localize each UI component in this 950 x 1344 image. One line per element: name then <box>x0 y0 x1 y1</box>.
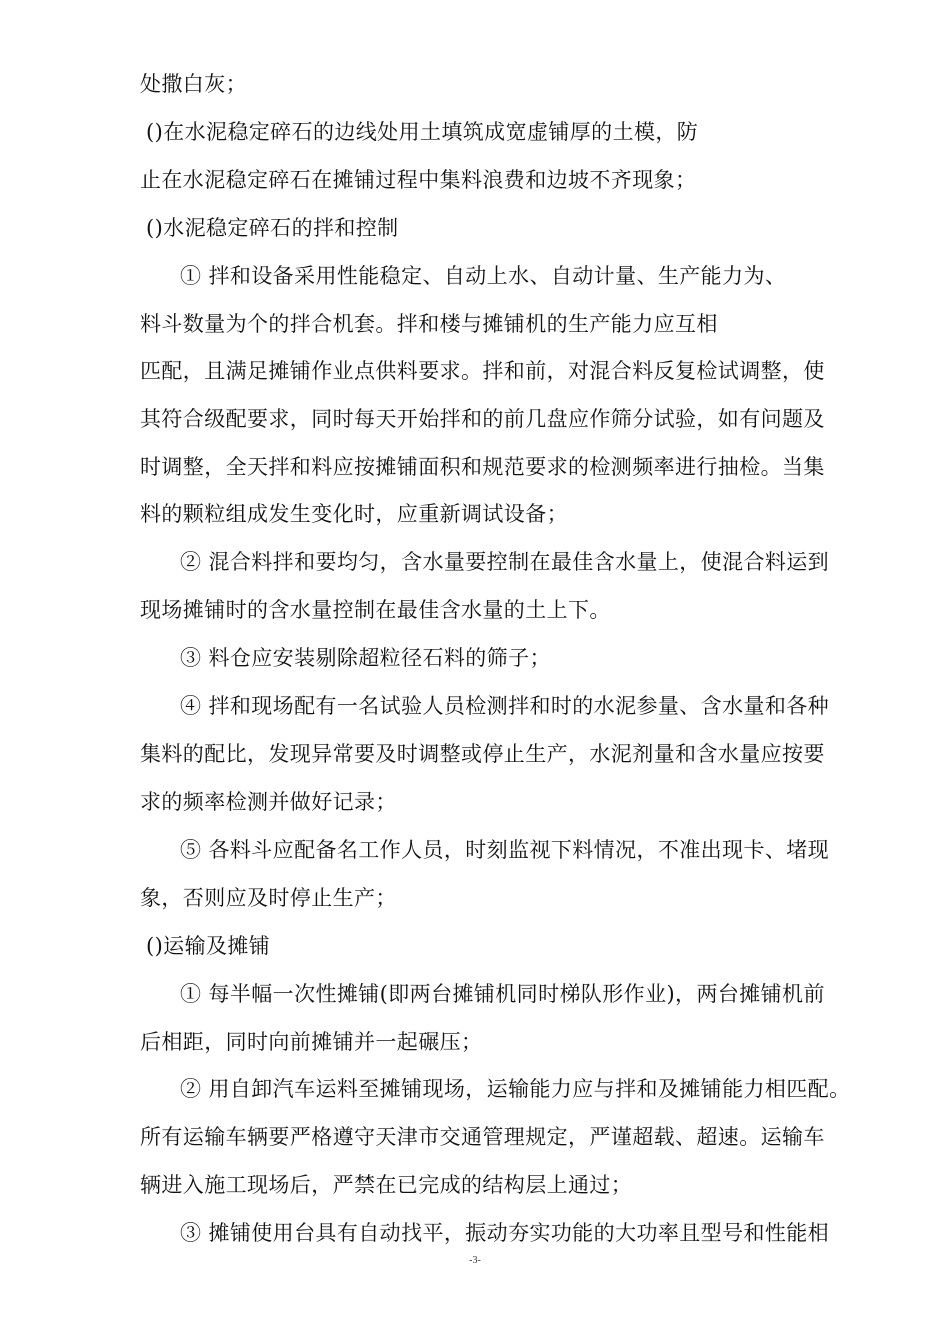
text-line: 料斗数量为个的拌合机套。拌和楼与摊铺机的生产能力应互相 <box>140 312 718 336</box>
text-line: ④ 拌和现场配有一名试验人员检测拌和时的水泥参量、含水量和各种 <box>180 694 830 718</box>
text-line: ()运输及摊铺 <box>146 934 271 958</box>
text-line: 时调整，全天拌和料应按摊铺面积和规范要求的检测频率进行抽检。当集 <box>140 455 825 479</box>
text-line: 处撒白灰； <box>140 72 247 96</box>
text-line: ③ 摊铺使用台具有自动找平，振动夯实功能的大功率且型号和性能相 <box>180 1221 830 1245</box>
text-line: 现场摊铺时的含水量控制在最佳含水量的土上下。 <box>140 598 611 622</box>
text-line: 后相距，同时向前摊铺并一起碾压； <box>140 1030 483 1054</box>
text-line: ① 拌和设备采用性能稳定、自动上水、自动计量、生产能力为、 <box>180 264 787 288</box>
text-line: 所有运输车辆要严格遵守天津市交通管理规定，严谨超载、超速。运输车 <box>140 1125 825 1149</box>
text-line: 其符合级配要求，同时每天开始拌和的前几盘应作筛分试验，如有问题及 <box>140 407 825 431</box>
text-line: 匹配，且满足摊铺作业点供料要求。拌和前，对混合料反复检试调整，使 <box>140 359 825 383</box>
text-line: ⑤ 各料斗应配备名工作人员，时刻监视下料情况，不准出现卡、堵现 <box>180 838 830 862</box>
text-line: 象，否则应及时停止生产； <box>140 886 397 910</box>
text-line: ② 用自卸汽车运料至摊铺现场，运输能力应与拌和及摊铺能力相匹配。 <box>180 1077 851 1101</box>
text-line: ()在水泥稳定碎石的边线处用土填筑成宽虚铺厚的土模，防 <box>146 120 699 144</box>
text-line: 止在水泥稳定碎石在摊铺过程中集料浪费和边坡不齐现象； <box>140 168 697 192</box>
text-line: 集料的配比，发现异常要及时调整或停止生产，水泥剂量和含水量应按要 <box>140 742 825 766</box>
text-line: ③ 料仓应安装剔除超粒径石料的筛子； <box>180 646 551 670</box>
page-number: -3- <box>469 1255 481 1266</box>
text-line: 求的频率检测并做好记录； <box>140 790 397 814</box>
text-line: 辆进入施工现场后，严禁在已完成的结构层上通过； <box>140 1173 633 1197</box>
text-line: ① 每半幅一次性摊铺(即两台摊铺机同时梯队形作业)，两台摊铺机前 <box>180 982 825 1006</box>
text-line: ()水泥稳定碎石的拌和控制 <box>146 216 399 240</box>
text-line: ② 混合料拌和要均匀，含水量要控制在最佳含水量上，使混合料运到 <box>180 550 830 574</box>
text-line: 料的颗粒组成发生变化时，应重新调试设备； <box>140 502 568 526</box>
